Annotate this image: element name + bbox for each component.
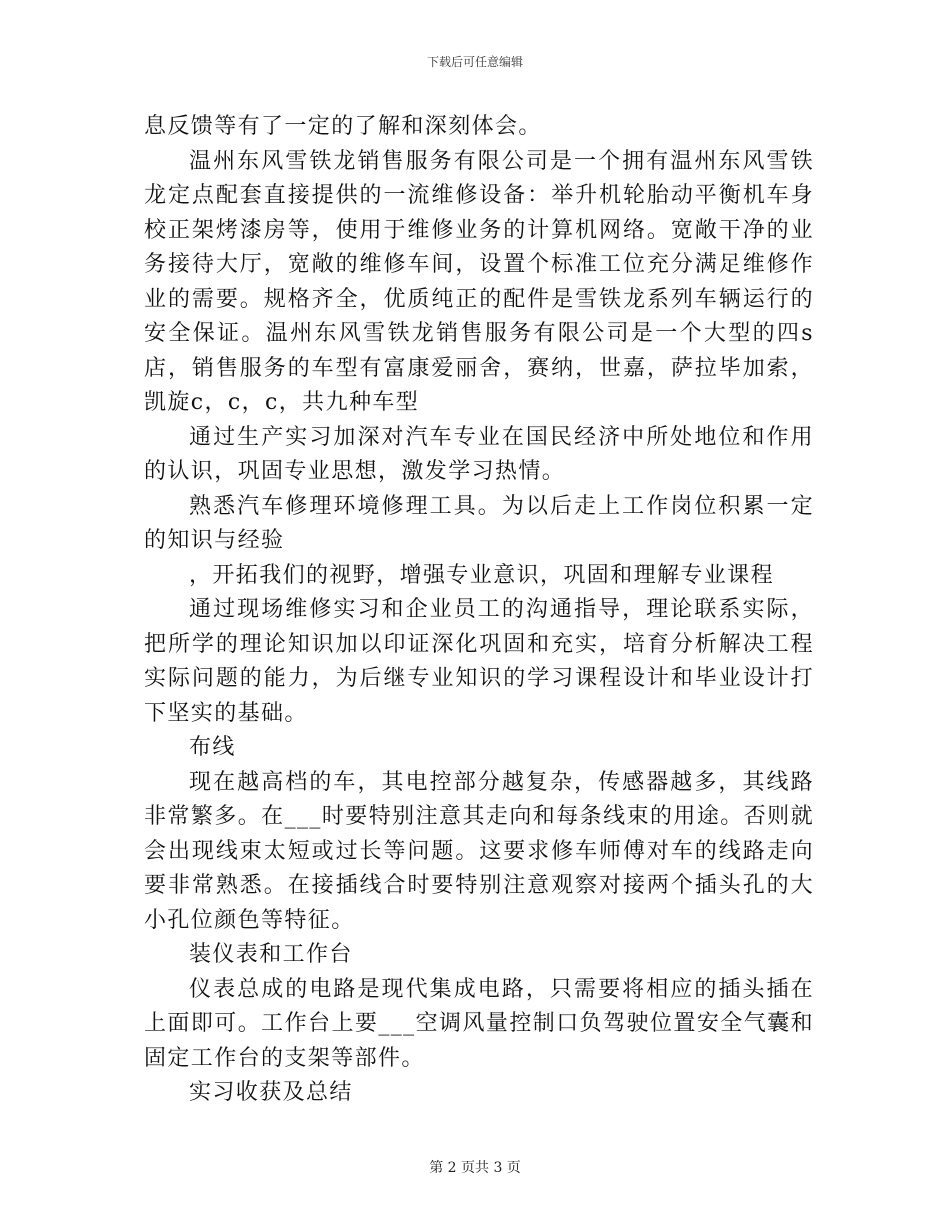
paragraph-6: 通过现场维修实习和企业员工的沟通指导，理论联系实际，把所学的理论知识加以印证深化巩固和充实，培育分析解决工程实际问题的能力，为后继专业知识的学习课程设计和毕业设计打下坚实的基础。 [144, 597, 814, 726]
page-header: 下载后可任意编辑 [426, 55, 523, 69]
paragraph-4: 熟悉汽车修理环境修理工具。为以后走上工作岗位积累一定的知识与经验 [144, 493, 814, 553]
section-heading-summary: 实习收获及总结 [189, 1080, 353, 1105]
paragraph-7: 现在越高档的车，其电控部分越复杂，传感器越多，其线路非常繁多。在___时要特别注意其走向和每条线束的用途。否则就会出现线束太短或过长等问题。这要求修车师傅对车的线路走向要非常熟悉。在接插线合时要特别注意观察对接两个插头孔的大小孔位颜色等特征。 [144, 769, 814, 933]
paragraph-1: 息反馈等有了一定的了解和深刻体会。 [144, 114, 542, 139]
paragraph-2: 温州东风雪铁龙销售服务有限公司是一个拥有温州东风雪铁龙定点配套直接提供的一流维修设备：举升机轮胎动平衡机车身校正架烤漆房等，使用于维修业务的计算机网络。宽敞干净的业务接待大厅，宽敞的维修车间，设置个标准工位充分满足维修作业的需要。规格齐全，优质纯正的配件是雪铁龙系列车辆运行的安全保证。温州东风雪铁龙销售服务有限公司是一个大型的四s店，销售服务的车型有富康爱丽舍，赛纳，世嘉，萨拉毕加索，凯旋c，c，c，共九种车型 [144, 148, 814, 415]
paragraph-5: ，开拓我们的视野，增强专业意识，巩固和理解专业课程 [189, 562, 775, 588]
paragraph-8: 仪表总成的电路是现代集成电路，只需要将相应的插头插在上面即可。工作台上要___空调风量控制口负驾驶位置安全气囊和固定工作台的支架等部件。 [144, 976, 814, 1071]
page-number: 第 2 页共 3 页 [429, 1160, 521, 1176]
document-body [144, 110, 814, 1111]
section-heading-wiring: 布线 [189, 735, 236, 760]
section-heading-instruments: 装仪表和工作台 [189, 942, 353, 967]
paragraph-3: 通过生产实习加深对汽车专业在国民经济中所处地位和作用的认识，巩固专业思想，激发学习热情。 [144, 424, 814, 484]
